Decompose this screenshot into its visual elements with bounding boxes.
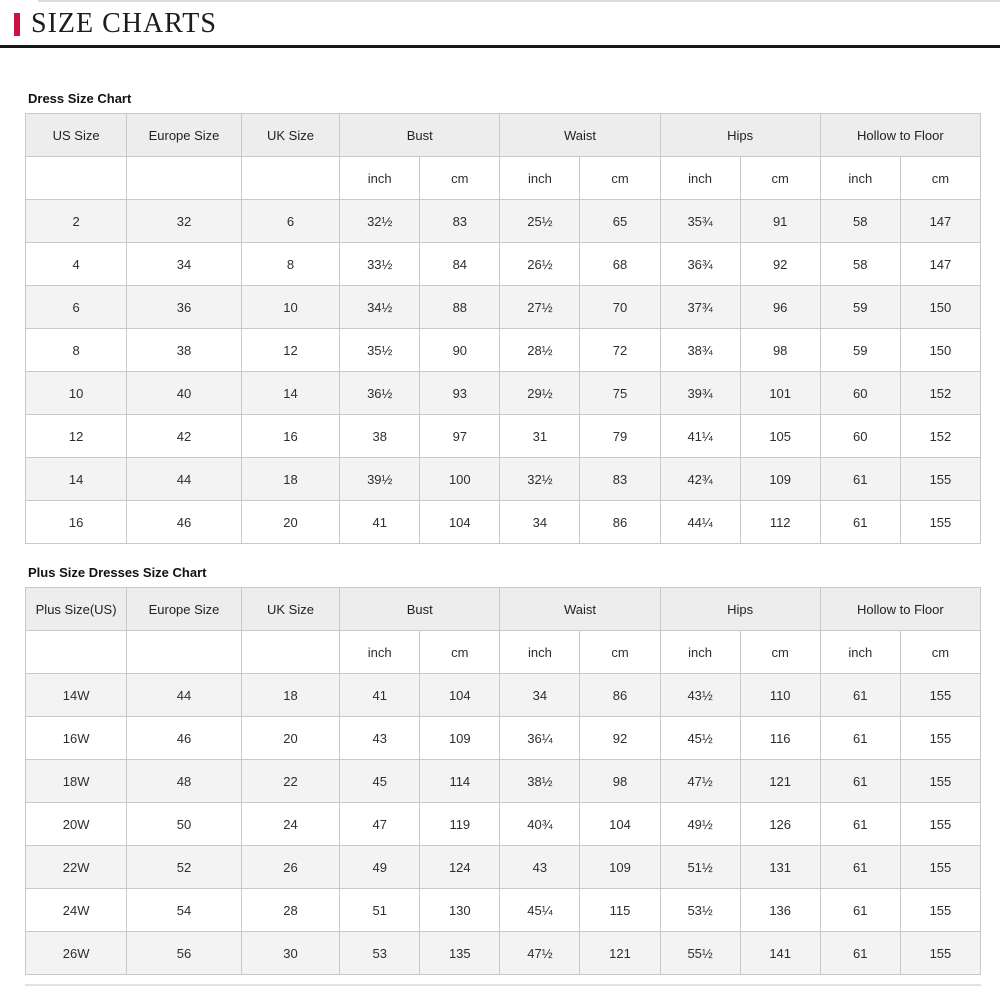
table-cell: 155 [900, 501, 980, 544]
table-cell: 14 [241, 372, 339, 415]
table-cell: 56 [127, 932, 242, 975]
table-cell: 10 [26, 372, 127, 415]
table-cell: 16 [241, 415, 339, 458]
table-cell: 45 [340, 760, 420, 803]
table-cell: 136 [740, 889, 820, 932]
table-cell: 75 [580, 372, 660, 415]
table-cell: 43 [340, 717, 420, 760]
table-cell: 42 [127, 415, 242, 458]
column-header: Bust [340, 588, 500, 631]
column-header: Hollow to Floor [820, 114, 980, 157]
page-header [0, 0, 1000, 39]
table-cell: 47½ [500, 932, 580, 975]
table-cell: 32½ [340, 200, 420, 243]
unit-header: cm [740, 157, 820, 200]
table-cell: 84 [420, 243, 500, 286]
table-cell: 44 [127, 458, 242, 501]
table-cell: 115 [580, 889, 660, 932]
column-header: Hollow to Floor [820, 588, 980, 631]
table-cell: 2 [26, 200, 127, 243]
table-cell: 22 [241, 760, 339, 803]
table-cell: 18W [26, 760, 127, 803]
empty-cell [127, 157, 242, 200]
table-cell: 130 [420, 889, 500, 932]
table-cell: 155 [900, 846, 980, 889]
table-cell: 61 [820, 501, 900, 544]
table-cell: 38 [340, 415, 420, 458]
unit-header: inch [340, 631, 420, 674]
table-row [26, 286, 981, 329]
table-cell: 40 [127, 372, 242, 415]
header-row [26, 114, 981, 157]
empty-cell [127, 631, 242, 674]
table-cell: 105 [740, 415, 820, 458]
table-cell: 61 [820, 760, 900, 803]
table-cell: 112 [740, 501, 820, 544]
table-cell: 100 [420, 458, 500, 501]
table-cell: 8 [26, 329, 127, 372]
table-cell: 83 [580, 458, 660, 501]
dress-size-table [25, 113, 981, 544]
table-cell: 155 [900, 717, 980, 760]
table-cell: 61 [820, 889, 900, 932]
table-cell: 152 [900, 372, 980, 415]
table-cell: 61 [820, 932, 900, 975]
unit-header: cm [420, 157, 500, 200]
table-cell: 44¼ [660, 501, 740, 544]
table-cell: 26W [26, 932, 127, 975]
table-cell: 38 [127, 329, 242, 372]
table-cell: 141 [740, 932, 820, 975]
table-cell: 12 [26, 415, 127, 458]
table-cell: 39½ [340, 458, 420, 501]
table-cell: 35¾ [660, 200, 740, 243]
table-cell: 36¼ [500, 717, 580, 760]
table-row [26, 329, 981, 372]
table-cell: 147 [900, 243, 980, 286]
empty-cell [26, 157, 127, 200]
table-cell: 30 [241, 932, 339, 975]
top-divider [38, 0, 1000, 2]
table-cell: 12 [241, 329, 339, 372]
table-cell: 147 [900, 200, 980, 243]
table-cell: 14W [26, 674, 127, 717]
table-cell: 38½ [500, 760, 580, 803]
page-title: SIZE CHARTS [31, 8, 217, 39]
table-cell: 152 [900, 415, 980, 458]
unit-header: cm [420, 631, 500, 674]
table-cell: 109 [580, 846, 660, 889]
column-header: Europe Size [127, 114, 242, 157]
table-cell: 98 [580, 760, 660, 803]
plus-size-table [25, 587, 981, 975]
table-cell: 32½ [500, 458, 580, 501]
table-cell: 135 [420, 932, 500, 975]
table-cell: 91 [740, 200, 820, 243]
table-cell: 121 [580, 932, 660, 975]
table-cell: 155 [900, 803, 980, 846]
unit-header: cm [580, 157, 660, 200]
table-cell: 46 [127, 501, 242, 544]
table-cell: 92 [580, 717, 660, 760]
table-cell: 45¼ [500, 889, 580, 932]
table-cell: 119 [420, 803, 500, 846]
table-cell: 24 [241, 803, 339, 846]
table-caption: Dress Size Chart [28, 91, 132, 106]
table-cell: 14 [26, 458, 127, 501]
table-cell: 27½ [500, 286, 580, 329]
table-cell: 22W [26, 846, 127, 889]
table-cell: 98 [740, 329, 820, 372]
table-cell: 41 [340, 674, 420, 717]
table-cell: 68 [580, 243, 660, 286]
table-cell: 55½ [660, 932, 740, 975]
table-cell: 44 [127, 674, 242, 717]
table-cell: 26 [241, 846, 339, 889]
empty-cell [241, 157, 339, 200]
table-cell: 18 [241, 674, 339, 717]
table-cell: 61 [820, 717, 900, 760]
table-cell: 49½ [660, 803, 740, 846]
table-cell: 41 [340, 501, 420, 544]
table-cell: 43 [500, 846, 580, 889]
table-cell: 39¾ [660, 372, 740, 415]
table-cell: 109 [740, 458, 820, 501]
table-cell: 34 [500, 501, 580, 544]
unit-header: inch [820, 157, 900, 200]
table-cell: 41¼ [660, 415, 740, 458]
table-cell: 155 [900, 932, 980, 975]
table-cell: 32 [127, 200, 242, 243]
table-cell: 20 [241, 717, 339, 760]
table-cell: 18 [241, 458, 339, 501]
table-cell: 10 [241, 286, 339, 329]
column-header: Plus Size(US) [26, 588, 127, 631]
unit-header: inch [340, 157, 420, 200]
table-cell: 60 [820, 372, 900, 415]
table-row [26, 760, 981, 803]
column-header: US Size [26, 114, 127, 157]
table-cell: 51 [340, 889, 420, 932]
column-header: Waist [500, 588, 660, 631]
unit-header: inch [500, 157, 580, 200]
table-cell: 83 [420, 200, 500, 243]
table-cell: 150 [900, 329, 980, 372]
table-cell: 42¾ [660, 458, 740, 501]
unit-header: inch [500, 631, 580, 674]
table-cell: 29½ [500, 372, 580, 415]
table-row [26, 932, 981, 975]
bottom-divider [25, 984, 981, 986]
table-cell: 93 [420, 372, 500, 415]
table-row [26, 846, 981, 889]
table-cell: 20W [26, 803, 127, 846]
table-cell: 26½ [500, 243, 580, 286]
table-row [26, 674, 981, 717]
table-cell: 33½ [340, 243, 420, 286]
table-cell: 79 [580, 415, 660, 458]
table-cell: 34 [500, 674, 580, 717]
table-cell: 20 [241, 501, 339, 544]
table-cell: 92 [740, 243, 820, 286]
table-cell: 150 [900, 286, 980, 329]
table-cell: 47½ [660, 760, 740, 803]
table-cell: 70 [580, 286, 660, 329]
table-row [26, 501, 981, 544]
table-cell: 40¾ [500, 803, 580, 846]
unit-header: cm [900, 157, 980, 200]
table-cell: 116 [740, 717, 820, 760]
table-cell: 59 [820, 329, 900, 372]
table-cell: 28½ [500, 329, 580, 372]
table-cell: 155 [900, 889, 980, 932]
table-cell: 52 [127, 846, 242, 889]
table-cell: 59 [820, 286, 900, 329]
table-cell: 24W [26, 889, 127, 932]
unit-header: cm [580, 631, 660, 674]
table-cell: 97 [420, 415, 500, 458]
table-caption: Plus Size Dresses Size Chart [28, 565, 207, 580]
table-cell: 16W [26, 717, 127, 760]
column-header: Waist [500, 114, 660, 157]
table-cell: 131 [740, 846, 820, 889]
table-cell: 54 [127, 889, 242, 932]
table-cell: 46 [127, 717, 242, 760]
table-cell: 104 [420, 501, 500, 544]
table-cell: 58 [820, 243, 900, 286]
table-cell: 43½ [660, 674, 740, 717]
table-cell: 36¾ [660, 243, 740, 286]
table-cell: 38¾ [660, 329, 740, 372]
table-cell: 155 [900, 458, 980, 501]
table-cell: 36½ [340, 372, 420, 415]
empty-cell [241, 631, 339, 674]
table-cell: 34½ [340, 286, 420, 329]
table-row [26, 415, 981, 458]
table-cell: 126 [740, 803, 820, 846]
table-cell: 25½ [500, 200, 580, 243]
table-cell: 60 [820, 415, 900, 458]
header-row [26, 588, 981, 631]
table-cell: 48 [127, 760, 242, 803]
unit-header: inch [820, 631, 900, 674]
units-row [26, 631, 981, 674]
unit-header: inch [660, 157, 740, 200]
table-cell: 114 [420, 760, 500, 803]
table-cell: 6 [241, 200, 339, 243]
table-cell: 88 [420, 286, 500, 329]
table-cell: 86 [580, 501, 660, 544]
column-header: UK Size [241, 114, 339, 157]
unit-header: cm [740, 631, 820, 674]
column-header: Hips [660, 588, 820, 631]
unit-header: inch [660, 631, 740, 674]
table-cell: 16 [26, 501, 127, 544]
table-cell: 31 [500, 415, 580, 458]
table-cell: 61 [820, 458, 900, 501]
table-cell: 36 [127, 286, 242, 329]
table-row [26, 243, 981, 286]
table-cell: 47 [340, 803, 420, 846]
table-cell: 155 [900, 674, 980, 717]
table-cell: 51½ [660, 846, 740, 889]
table-cell: 61 [820, 674, 900, 717]
accent-bar [14, 13, 20, 36]
table-cell: 72 [580, 329, 660, 372]
table-cell: 45½ [660, 717, 740, 760]
table-cell: 37¾ [660, 286, 740, 329]
table-row [26, 717, 981, 760]
table-cell: 4 [26, 243, 127, 286]
table-cell: 8 [241, 243, 339, 286]
units-row [26, 157, 981, 200]
column-header: Bust [340, 114, 500, 157]
table-cell: 121 [740, 760, 820, 803]
table-cell: 61 [820, 846, 900, 889]
table-row [26, 458, 981, 501]
table-cell: 86 [580, 674, 660, 717]
column-header: Hips [660, 114, 820, 157]
table-cell: 50 [127, 803, 242, 846]
table-cell: 155 [900, 760, 980, 803]
plus-size-section [25, 544, 981, 975]
table-cell: 49 [340, 846, 420, 889]
table-cell: 28 [241, 889, 339, 932]
table-cell: 104 [580, 803, 660, 846]
table-cell: 104 [420, 674, 500, 717]
unit-header: cm [900, 631, 980, 674]
table-cell: 90 [420, 329, 500, 372]
dress-size-section [25, 48, 981, 544]
table-cell: 61 [820, 803, 900, 846]
column-header: UK Size [241, 588, 339, 631]
table-cell: 58 [820, 200, 900, 243]
table-row [26, 200, 981, 243]
table-cell: 124 [420, 846, 500, 889]
table-cell: 101 [740, 372, 820, 415]
table-row [26, 889, 981, 932]
table-row [26, 372, 981, 415]
table-cell: 53 [340, 932, 420, 975]
table-cell: 6 [26, 286, 127, 329]
table-cell: 96 [740, 286, 820, 329]
table-cell: 35½ [340, 329, 420, 372]
column-header: Europe Size [127, 588, 242, 631]
table-cell: 110 [740, 674, 820, 717]
table-cell: 34 [127, 243, 242, 286]
table-row [26, 803, 981, 846]
empty-cell [26, 631, 127, 674]
table-cell: 109 [420, 717, 500, 760]
table-cell: 53½ [660, 889, 740, 932]
table-cell: 65 [580, 200, 660, 243]
